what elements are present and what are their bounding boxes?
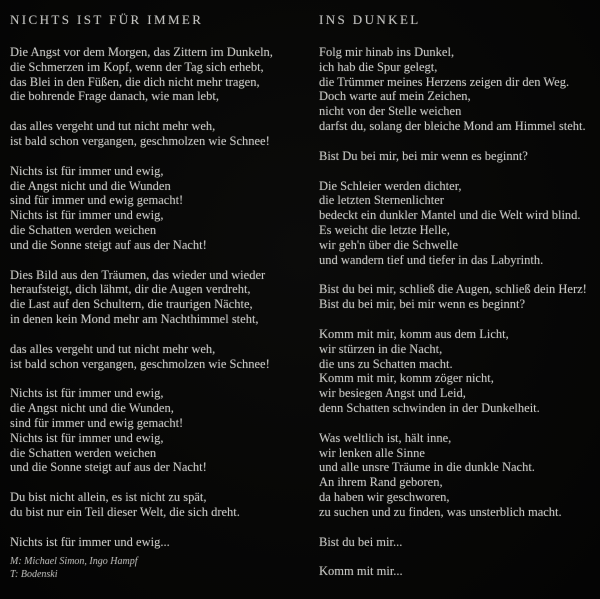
poem-stanza (10, 268, 306, 327)
poem-line: die letzten Sternenlichter (319, 193, 444, 208)
poem-line: und die Sonne steigt auf aus der Nacht! (10, 460, 207, 475)
credit-line: M: Michael Simon, Ingo Hampf (10, 555, 138, 567)
poem-line: zu suchen und zu finden, was unsterblich macht. (319, 504, 562, 519)
poem-stanza (319, 179, 597, 268)
poem-line: Nichts ist für immer und ewig, (10, 163, 164, 178)
poem-line: da haben wir geschworen, (319, 489, 450, 504)
poem-line: das alles vergeht und tut nicht mehr weh, (10, 341, 216, 356)
poem-line: und alle unsre Träume in die dunkle Nacht. (319, 460, 535, 475)
poem-line: sind für immer und ewig gemacht! (10, 415, 184, 430)
poem-line: heraufsteigt, dich lähmt, dir die Augen verdreht, (10, 282, 251, 297)
poem-line: die uns zu Schatten macht. (319, 356, 453, 371)
poem-stanza (319, 45, 597, 134)
poem-line: wir lenken alle Sinne (319, 445, 425, 460)
poem-line: die Last auf den Schultern, die traurigen Nächte, (10, 297, 253, 312)
poem-line: die Schatten werden weichen (10, 222, 157, 237)
poem-line: Komm mit mir, komm zöger nicht, (319, 371, 494, 386)
poem-title-nichts-ist-fuer-immer: NICHTS IST FÜR IMMER (10, 12, 204, 27)
poem-line: ist bald schon vergangen, geschmolzen wie Schnee! (10, 133, 270, 148)
poem-stanza (10, 119, 306, 149)
poem-line: die Trümmer meines Herzens zeigen dir den Weg. (319, 74, 570, 89)
poem-line: die Angst nicht und die Wunden, (10, 401, 174, 416)
poem-stanza (319, 535, 597, 550)
poem-line: Doch warte auf mein Zeichen, (319, 89, 471, 104)
poem-stanza (10, 45, 306, 104)
poem-stanzas (319, 45, 597, 579)
poem-line: Folg mir hinab ins Dunkel, (319, 45, 455, 59)
poem-stanza (10, 164, 306, 253)
poem-line: Du bist nicht allein, es ist nicht zu spät, (10, 490, 207, 505)
poem-stanza (10, 386, 306, 475)
poem-stanza (10, 535, 306, 550)
poem-line: denn Schatten schwinden in der Dunkelheit. (319, 400, 540, 415)
poem-line: nicht von der Stelle weichen (319, 104, 462, 119)
poem-line: Nichts ist für immer und ewig, (10, 208, 164, 223)
poem-line: Was weltlich ist, hält inne, (319, 430, 452, 445)
poem-line: die Angst nicht und die Wunden (10, 178, 171, 193)
poem-line: Komm mit mir... (319, 564, 403, 579)
poem-line: Bist Du bei mir, bei mir wenn es beginnt? (319, 148, 528, 163)
poem-line: An ihrem Rand geboren, (319, 475, 443, 490)
poem-line: Komm mit mir, komm aus dem Licht, (319, 326, 509, 341)
poem-title-ins-dunkel: INS DUNKEL (319, 12, 421, 27)
poem-line: wir geh'n über die Schwelle (319, 237, 459, 252)
poem-line: Die Angst vor dem Morgen, das Zittern im Dunkeln, (10, 45, 273, 59)
poem-line: Dies Bild aus den Träumen, das wieder und wieder (10, 267, 266, 282)
poem-column-nichts-ist-fuer-immer (10, 12, 306, 582)
poem-line: Bist du bei mir, bei mir wenn es beginnt? (319, 297, 526, 312)
poem-stanza (10, 342, 306, 372)
poem-stanza (319, 327, 597, 416)
credit-line: T: Bodenski (10, 569, 58, 581)
poem-line: ich hab die Spur gelegt, (319, 59, 438, 74)
poem-line: Nichts ist für immer und ewig, (10, 386, 164, 401)
poem-stanza (10, 490, 306, 520)
poem-credits (10, 555, 306, 582)
poem-line: sind für immer und ewig gemacht! (10, 193, 184, 208)
poem-line: wir stürzen in die Nacht, (319, 341, 443, 356)
poem-line: das alles vergeht und tut nicht mehr weh, (10, 119, 216, 134)
poem-line: das Blei in den Füßen, die dich nicht mehr tragen, (10, 74, 260, 89)
poem-line: Bist du bei mir, schließ die Augen, schließ dein Herz! (319, 282, 587, 297)
poem-line: Die Schleier werden dichter, (319, 178, 462, 193)
poem-line: Nichts ist für immer und ewig, (10, 430, 164, 445)
poem-stanzas (10, 45, 306, 550)
poem-line: und die Sonne steigt auf aus der Nacht! (10, 237, 207, 252)
poem-line: Bist du bei mir... (319, 534, 403, 549)
poem-line: die Schmerzen im Kopf, wenn der Tag sich erhebt, (10, 59, 264, 74)
poem-stanza (319, 149, 597, 164)
poem-line: die Schatten werden weichen (10, 445, 157, 460)
poem-column-ins-dunkel (319, 12, 597, 579)
poem-stanza (319, 564, 597, 579)
poem-line: du bist nur ein Teil dieser Welt, die sich dreht. (10, 504, 240, 519)
poem-stanza (319, 431, 597, 520)
poem-line: ist bald schon vergangen, geschmolzen wie Schnee! (10, 356, 270, 371)
poem-line: bedeckt ein dunkler Mantel und die Welt wird blind. (319, 208, 581, 223)
poem-line: in denen kein Mond mehr am Nachthimmel steht, (10, 311, 259, 326)
poem-stanza (319, 282, 597, 312)
poem-line: wir besiegen Angst und Leid, (319, 386, 466, 401)
poem-line: darfst du, solang der bleiche Mond am Himmel steht. (319, 118, 586, 133)
poem-line: Nichts ist für immer und ewig... (10, 534, 170, 549)
poem-line: die bohrende Frage danach, wie man lebt, (10, 89, 219, 104)
poem-line: Es weicht die letzte Helle, (319, 222, 450, 237)
poem-line: und wandern tief und tiefer in das Labyrinth. (319, 252, 544, 267)
